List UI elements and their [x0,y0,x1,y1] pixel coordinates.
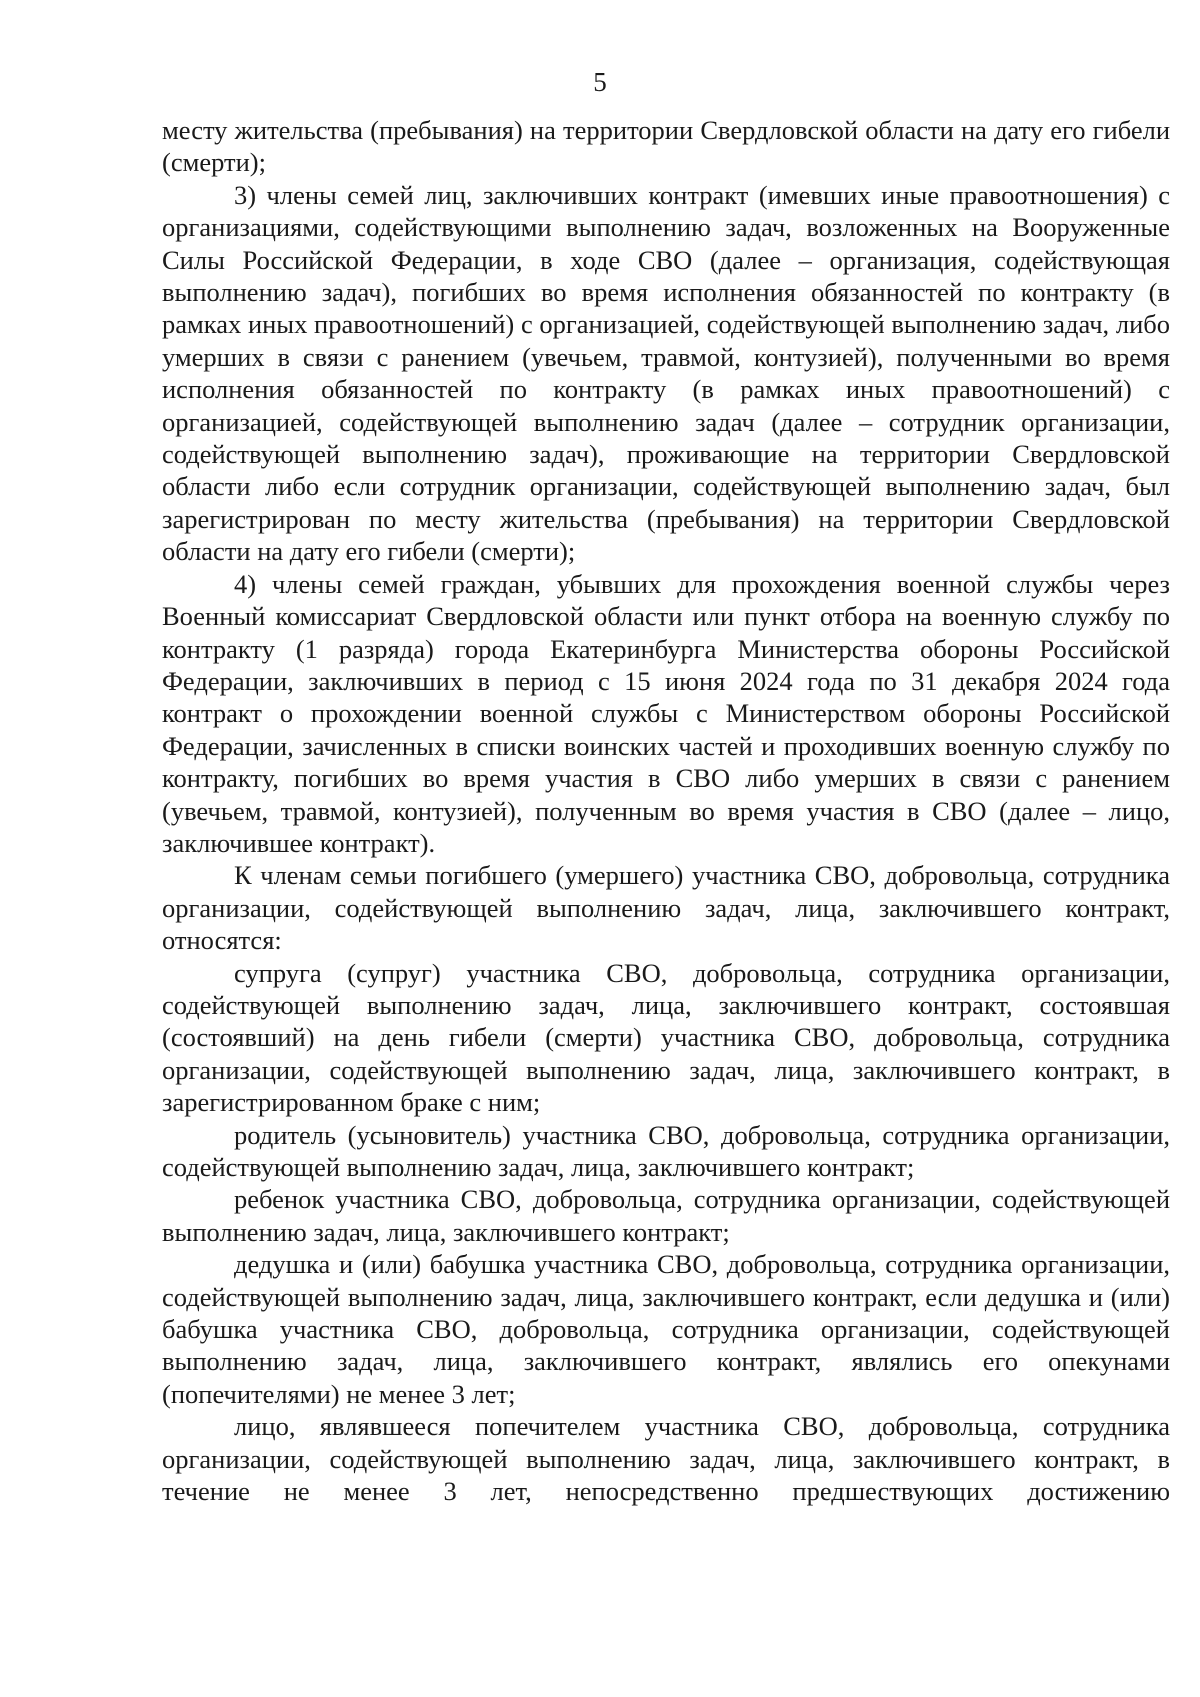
paragraph-guardian: лицо, являвшееся попечителем участника СВО, добровольца, сотрудника организации, содействующей выполнению задач, лица, заключившего контракт, в течение не менее 3 лет, непосредственно предшествующих достижению [162,1411,1170,1507]
page-number: 5 [593,67,607,97]
paragraph-spouse: супруга (супруг) участника СВО, добровольца, сотрудника организации, содействующей выполнению задач, лица, заключившего контракт, состоявшая (состоявший) на день гибели (смерти) участника СВО, добровольца, сотрудника организации, содействующей выполнению задач, лица, заключившего контракт, в зарегистрированном браке с ним; [162,957,1170,1118]
paragraph-child: ребенок участника СВО, добровольца, сотрудника организации, содействующей выполнению задач, лица, заключившего контракт; [162,1184,1170,1247]
paragraph-item-4: 4) члены семей граждан, убывших для прохождения военной службы через Военный комиссариат Свердловской области или пункт отбора на военную службу по контракту (1 разряда) города Екатеринбурга Министерства обороны Российской Федерации, заключивших в период с 15 июня 2024 года по 31 декабря 2024 года контракт о прохождении военной службы с Министерством обороны Российской Федерации, зачисленных в списки воинских частей и проходивших военную службу по контракту, погибших во время участия в СВО либо умерших в связи с ранением (увечьем, травмой, контузией), полученным во время участия в СВО (далее – лицо, заключившее контракт). [162,568,1170,858]
paragraph-grandparents: дедушка и (или) бабушка участника СВО, добровольца, сотрудника организации, содействующей выполнению задач, лица, заключившего контракт, если дедушка и (или) бабушка участника СВО, добровольца, сотрудника организации, содействующей выполнению задач, лица, заключившего контракт, являлись его опекунами (попечителями) не менее 3 лет; [162,1249,1170,1409]
paragraph-family-members-intro: К членам семьи погибшего (умершего) участника СВО, добровольца, сотрудника организации, содействующей выполнению задач, лица, заключившего контракт, относятся: [162,860,1170,956]
document-body [162,114,1170,1507]
paragraph-continuation: месту жительства (пребывания) на территории Свердловской области на дату его гибели (смерти); [162,115,1170,178]
paragraph-parent: родитель (усыновитель) участника СВО, добровольца, сотрудника организации, содействующей выполнению задач, лица, заключившего контракт; [162,1119,1170,1182]
paragraph-item-3: 3) члены семей лиц, заключивших контракт (имевших иные правоотношения) с организациями, содействующими выполнению задач, возложенных на Вооруженные Силы Российской Федерации, в ходе СВО (далее – организация, содействующая выполнению задач), погибших во время исполнения обязанностей по контракту (в рамках иных правоотношений) с организацией, содействующей выполнению задач, либо умерших в связи с ранением (увечьем, травмой, контузией), полученными во время исполнения обязанностей по контракту (в рамках иных правоотношений) с организацией, содействующей выполнению задач (далее – сотрудник организации, содействующей выполнению задач), проживающие на территории Свердловской области либо если сотрудник организации, содействующей выполнению задач, был зарегистрирован по месту жительства (пребывания) на территории Свердловской области на дату его гибели (смерти); [162,179,1170,567]
